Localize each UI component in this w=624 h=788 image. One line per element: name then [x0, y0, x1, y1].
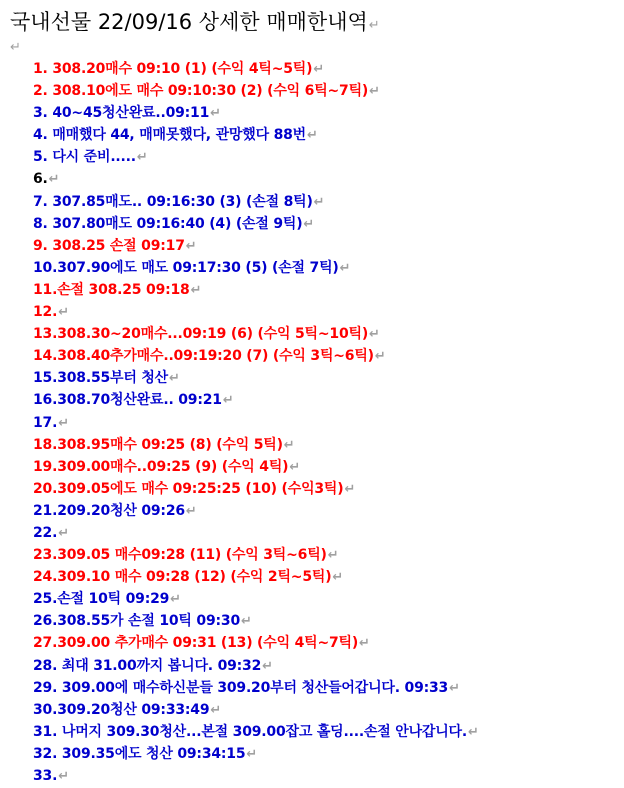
- list-item: [33, 323, 624, 345]
- list-item: [33, 124, 624, 146]
- list-item: [33, 168, 624, 190]
- list-item-text: 309.00 추가매수 09:31 (13) (수익 4틱~7틱): [57, 635, 359, 652]
- list-item-text: 308.10에도 매수 09:10:30 (2) (수익 6틱~7틱): [47, 83, 369, 100]
- paragraph-mark-icon: ↵: [374, 349, 386, 365]
- list-item-text: 308.95매수 09:25 (8) (수익 5틱): [57, 436, 283, 453]
- paragraph-mark-icon: ↵: [246, 746, 258, 762]
- list-item-number: 19.: [33, 458, 58, 475]
- list-item: [33, 522, 624, 544]
- list-item: [33, 80, 624, 102]
- list-item-number: 24.: [33, 569, 58, 586]
- paragraph-mark-icon: ↵: [190, 282, 202, 298]
- list-item-text: 307.90에도 매도 09:17:30 (5) (손절 7틱): [57, 259, 339, 276]
- paragraph-mark-icon: ↵: [332, 570, 344, 586]
- list-item: [33, 544, 624, 566]
- list-item-number: 23.: [33, 547, 58, 564]
- list-item-number: 6.: [33, 171, 48, 188]
- paragraph-mark-icon: ↵: [58, 415, 69, 431]
- list-item: [33, 412, 624, 434]
- list-item-number: 2.: [33, 83, 48, 100]
- list-item-number: 11.: [33, 281, 58, 298]
- list-item-number: 1.: [33, 61, 48, 77]
- list-item-text: 307.80매도 09:16:40 (4) (손절 9틱): [47, 215, 303, 232]
- paragraph-mark-icon: ↵: [306, 128, 318, 144]
- list-item: [33, 632, 624, 654]
- list-item-text: 308.20매수 09:10 (1) (수익 4틱~5틱): [47, 61, 313, 77]
- paragraph-mark-icon: ↵: [58, 525, 69, 541]
- paragraph-mark-icon: ↵: [169, 371, 180, 387]
- list-item-number: 28.: [33, 657, 58, 674]
- list-item: [33, 655, 624, 677]
- list-item: [33, 146, 624, 168]
- list-item: [33, 345, 624, 367]
- list-item: [33, 367, 624, 389]
- list-item-number: 8.: [33, 215, 48, 232]
- list-item-text: 손절 10틱 09:29: [57, 591, 170, 608]
- list-item-text: 309.10 매수 09:28 (12) (수익 2틱~5틱): [57, 569, 332, 586]
- paragraph-mark-icon: ↵: [222, 393, 234, 409]
- list-item-number: 30.: [33, 701, 58, 718]
- paragraph-mark-icon: ↵: [369, 327, 380, 343]
- list-item: [33, 257, 624, 279]
- list-item-text: 309.20청산 09:33:49: [57, 701, 210, 718]
- list-item-text: 다시 준비.....: [47, 149, 136, 166]
- numbered-list: [33, 58, 624, 787]
- list-item-text: 나머지 309.30청산...본절 309.00잡고 홀딩....손절 안나갑니다.: [57, 723, 467, 740]
- paragraph-mark-icon: ↵: [170, 592, 181, 608]
- paragraph-mark-icon: ↵: [185, 503, 197, 519]
- list-item-number: 14.: [33, 348, 58, 365]
- list-item-text: 309.00에 매수하신분들 309.20부터 청산들어갑니다. 09:33: [57, 679, 449, 696]
- list-item: [33, 478, 624, 500]
- list-item: [33, 699, 624, 721]
- paragraph-mark-icon: ↵: [48, 172, 60, 188]
- list-item-number: 7.: [33, 193, 48, 210]
- paragraph-mark-icon: ↵: [58, 305, 69, 321]
- list-item-number: 18.: [33, 436, 58, 453]
- list-item-number: 29.: [33, 679, 58, 696]
- title-text: 국내선물 22/09/16 상세한 매매한내역: [10, 10, 368, 34]
- list-item-number: 20.: [33, 480, 58, 497]
- paragraph-mark-icon: ↵: [10, 40, 21, 55]
- list-item-text: 40~45청산완료..09:11: [47, 105, 210, 122]
- paragraph-mark-icon: ↵: [262, 658, 273, 674]
- list-item: [33, 279, 624, 301]
- paragraph-mark-icon: ↵: [303, 216, 315, 232]
- list-item: [33, 456, 624, 478]
- list-item: [33, 102, 624, 124]
- paragraph-mark-icon: ↵: [289, 459, 301, 475]
- list-item-number: 15.: [33, 370, 58, 387]
- list-item-number: 3.: [33, 105, 48, 122]
- list-item-text: 309.35에도 청산 09:34:15: [57, 745, 246, 762]
- list-item: [33, 765, 624, 787]
- list-item: [33, 721, 624, 743]
- paragraph-mark-icon: ↵: [210, 106, 221, 122]
- list-item-number: 22.: [33, 524, 58, 541]
- list-item-number: 17.: [33, 414, 58, 431]
- list-item-text: 307.85매도.. 09:16:30 (3) (손절 8틱): [47, 193, 313, 210]
- list-item: [33, 58, 624, 80]
- list-item-number: 21.: [33, 502, 58, 519]
- list-item: [33, 213, 624, 235]
- list-item-number: 16.: [33, 392, 58, 409]
- list-item-number: 9.: [33, 237, 48, 254]
- list-item: [33, 588, 624, 610]
- paragraph-mark-icon: ↵: [210, 702, 222, 718]
- list-item-text: 308.25 손절 09:17: [47, 237, 185, 254]
- paragraph-mark-icon: ↵: [58, 769, 69, 784]
- list-item-number: 26.: [33, 613, 58, 630]
- document-title: [10, 6, 380, 36]
- list-item: [33, 235, 624, 257]
- paragraph-mark-icon: ↵: [339, 260, 351, 276]
- list-item: [33, 389, 624, 411]
- list-item: [33, 301, 624, 323]
- paragraph-mark-icon: ↵: [369, 84, 380, 100]
- list-item-number: 12.: [33, 304, 58, 321]
- list-item: [33, 743, 624, 765]
- list-item-number: 25.: [33, 591, 58, 608]
- paragraph-mark-icon: ↵: [313, 194, 325, 210]
- paragraph-mark-icon: ↵: [283, 437, 295, 453]
- list-item: [33, 677, 624, 699]
- paragraph-mark-icon: ↵: [136, 150, 148, 166]
- list-item-text: 309.05에도 매수 09:25:25 (10) (수익3틱): [57, 480, 344, 497]
- list-item-number: 5.: [33, 149, 48, 166]
- paragraph-mark-icon: ↵: [449, 680, 460, 696]
- list-item-text: 손절 308.25 09:18: [57, 281, 190, 298]
- list-item-text: 308.40추가매수..09:19:20 (7) (수익 3틱~6틱): [57, 348, 374, 365]
- list-item-text: 308.30~20매수...09:19 (6) (수익 5틱~10틱): [57, 326, 369, 343]
- paragraph-mark-icon: ↵: [313, 62, 325, 77]
- list-item-number: 33.: [33, 768, 58, 784]
- paragraph-mark-icon: ↵: [185, 238, 197, 254]
- list-item: [33, 191, 624, 213]
- paragraph-mark-icon: ↵: [327, 548, 339, 564]
- list-item-number: 32.: [33, 745, 58, 762]
- list-item: [33, 434, 624, 456]
- list-item-text: 308.55가 손절 10틱 09:30: [57, 613, 240, 630]
- list-item: [33, 610, 624, 632]
- paragraph-mark-icon: ↵: [468, 724, 479, 740]
- paragraph-mark-icon: ↵: [359, 636, 370, 652]
- list-item-text: 209.20청산 09:26: [57, 502, 185, 519]
- list-item-number: 13.: [33, 326, 58, 343]
- list-item-text: 최대 31.00까지 봅니다. 09:32: [57, 657, 262, 674]
- list-item: [33, 566, 624, 588]
- paragraph-mark-icon: ↵: [368, 18, 380, 33]
- paragraph-mark-icon: ↵: [344, 481, 356, 497]
- list-item-text: 매매했다 44, 매매못했다, 관망했다 88번: [47, 127, 306, 144]
- list-item-text: 308.55부터 청산: [57, 370, 168, 387]
- list-item: [33, 500, 624, 522]
- list-item-text: 308.70청산완료.. 09:21: [57, 392, 222, 409]
- list-item-text: 309.05 매수09:28 (11) (수익 3틱~6틱): [57, 547, 327, 564]
- list-item-text: 309.00매수..09:25 (9) (수익 4틱): [57, 458, 289, 475]
- list-item-number: 10.: [33, 259, 58, 276]
- list-item-number: 31.: [33, 723, 58, 740]
- paragraph-mark-icon: ↵: [241, 614, 252, 630]
- list-item-number: 27.: [33, 635, 58, 652]
- list-item-number: 4.: [33, 127, 48, 144]
